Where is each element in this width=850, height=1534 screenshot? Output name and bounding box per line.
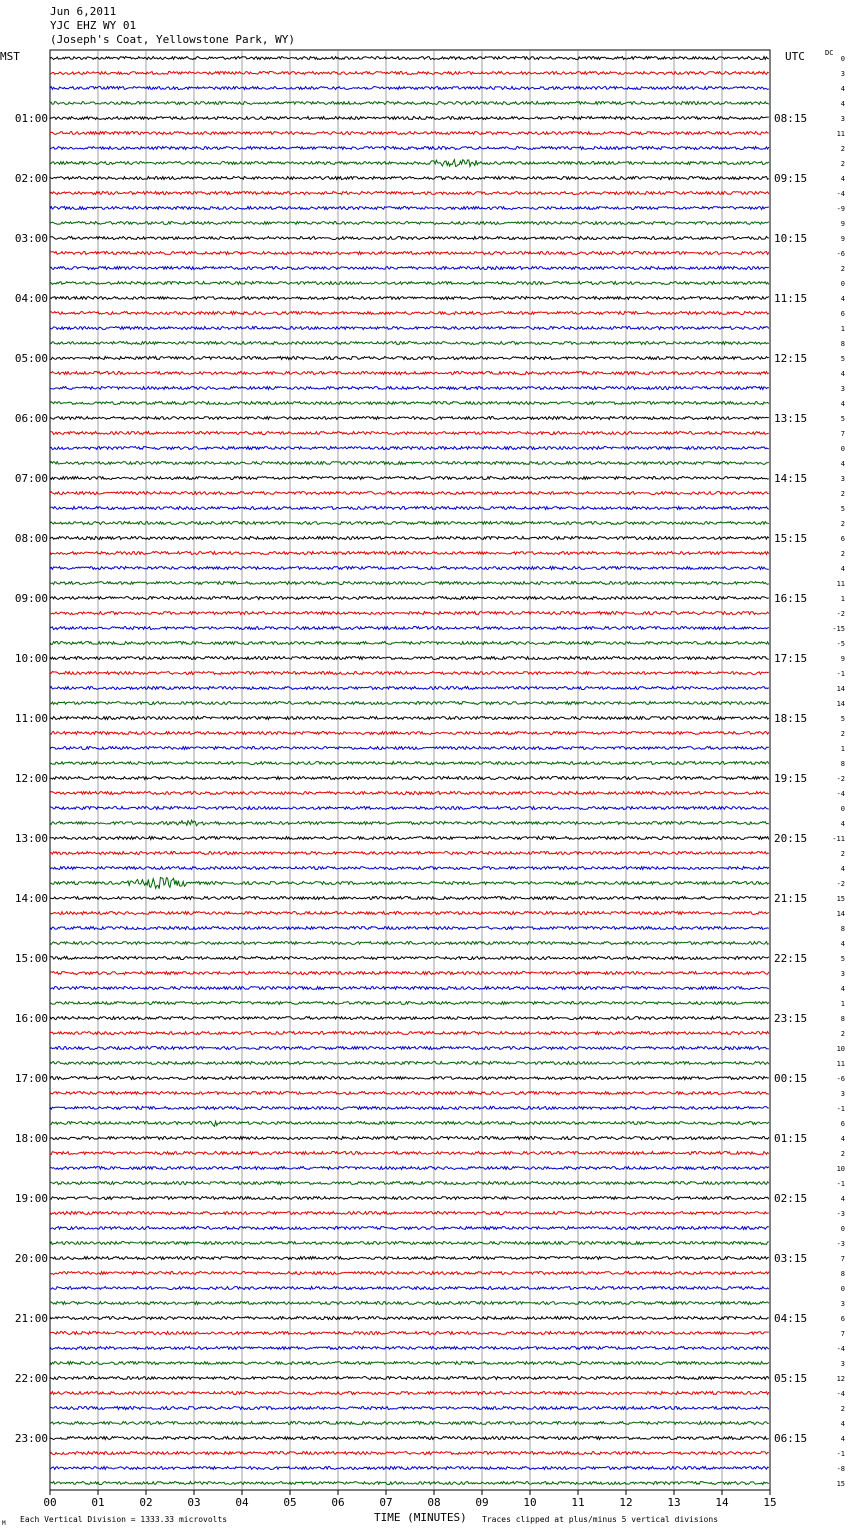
- trace-line: [50, 702, 769, 705]
- trace-line: [50, 1137, 769, 1140]
- dc-offset-label: 3: [840, 970, 845, 978]
- dc-offset-label: 2: [840, 265, 845, 273]
- dc-offset-label: 4: [840, 1135, 845, 1143]
- dc-offset-label: -8: [836, 1465, 845, 1473]
- dc-offset-label: 5: [840, 715, 845, 723]
- trace-line: [50, 912, 769, 915]
- dc-offset-label: 5: [840, 505, 845, 513]
- right-timezone-label: UTC: [785, 50, 805, 63]
- dc-offset-label: 8: [840, 925, 845, 933]
- trace-line: [50, 867, 769, 870]
- left-hour-label: 04:00: [14, 292, 48, 305]
- dc-offset-label: 8: [840, 340, 845, 348]
- right-hour-label: 19:15: [774, 772, 808, 785]
- trace-line: [50, 1272, 769, 1275]
- dc-offset-label: 14: [836, 685, 845, 693]
- left-timezone-label: MST: [0, 50, 20, 63]
- trace-line: [50, 807, 769, 810]
- x-tick-label: 08: [427, 1496, 441, 1509]
- trace-line: [50, 1317, 769, 1320]
- trace-line: [50, 582, 769, 585]
- trace-line: [50, 72, 769, 75]
- trace-line: [50, 57, 769, 60]
- dc-offset-label: 8: [840, 1270, 845, 1278]
- x-tick-label: 07: [379, 1496, 393, 1509]
- dc-offset-label: 4: [840, 1420, 845, 1428]
- dc-offset-label: 15: [836, 1480, 845, 1488]
- right-hour-label: 23:15: [774, 1012, 808, 1025]
- trace-line: [50, 897, 769, 900]
- station-label: YJC EHZ WY 01: [50, 19, 137, 32]
- left-hour-label: 09:00: [14, 592, 48, 605]
- dc-offset-label: -3: [836, 1210, 845, 1218]
- dc-offset-label: 2: [840, 490, 845, 498]
- dc-offset-label: -1: [836, 1180, 845, 1188]
- trace-line: [50, 477, 769, 480]
- trace-line: [50, 372, 769, 375]
- trace-line: [50, 852, 769, 855]
- trace-line: [50, 1107, 769, 1110]
- trace-line: [50, 237, 769, 240]
- dc-offset-label: 5: [840, 355, 845, 363]
- trace-line: [50, 267, 769, 270]
- right-hour-label: 18:15: [774, 712, 808, 725]
- right-hour-label: 16:15: [774, 592, 808, 605]
- trace-line: [50, 567, 769, 570]
- x-axis-title: TIME (MINUTES): [374, 1511, 467, 1524]
- trace-line: [50, 878, 769, 889]
- footer-mark: M: [2, 1520, 6, 1527]
- dc-offset-label: -6: [836, 1075, 845, 1083]
- right-hour-label: 02:15: [774, 1192, 808, 1205]
- trace-line: [50, 942, 769, 945]
- dc-offset-label: 4: [840, 85, 845, 93]
- dc-offset-label: 2: [840, 1150, 845, 1158]
- left-hour-label: 21:00: [14, 1312, 48, 1325]
- dc-offset-label: -1: [836, 1450, 845, 1458]
- dc-offset-label: 4: [840, 370, 845, 378]
- dc-offset-label: 1: [840, 1000, 845, 1008]
- trace-line: [50, 357, 769, 360]
- left-hour-label: 01:00: [14, 112, 48, 125]
- dc-offset-label: 3: [840, 475, 845, 483]
- left-hour-label: 07:00: [14, 472, 48, 485]
- dc-offset-label: -9: [836, 205, 845, 213]
- dc-offset-label: 2: [840, 550, 845, 558]
- dc-offset-label: 2: [840, 145, 845, 153]
- trace-line: [50, 492, 769, 495]
- trace-line: [50, 1452, 769, 1455]
- dc-offset-label: 9: [840, 220, 845, 228]
- trace-line: [50, 672, 769, 675]
- dc-offset-label: 0: [840, 805, 845, 813]
- dc-offset-label: 3: [840, 70, 845, 78]
- dc-offset-label: 2: [840, 520, 845, 528]
- trace-line: [50, 87, 769, 90]
- dc-offset-label: -4: [836, 790, 845, 798]
- trace-line: [50, 160, 769, 167]
- dc-offset-label: -2: [836, 775, 845, 783]
- dc-offset-label: 1: [840, 745, 845, 753]
- trace-line: [50, 792, 769, 795]
- dc-offset-label: 3: [840, 1360, 845, 1368]
- dc-offset-label: 4: [840, 295, 845, 303]
- left-hour-label: 23:00: [14, 1432, 48, 1445]
- dc-offset-label: 11: [836, 130, 845, 138]
- dc-offset-label: 4: [840, 1195, 845, 1203]
- right-hour-label: 14:15: [774, 472, 808, 485]
- dc-offset-label: -2: [836, 610, 845, 618]
- trace-line: [50, 1197, 769, 1200]
- trace-line: [50, 1482, 769, 1485]
- right-hour-label: 00:15: [774, 1072, 808, 1085]
- dc-offset-label: 2: [840, 730, 845, 738]
- trace-line: [50, 972, 769, 975]
- right-hour-label: 05:15: [774, 1372, 808, 1385]
- trace-line: [50, 432, 769, 435]
- dc-offset-label: 4: [840, 175, 845, 183]
- right-hour-label: 06:15: [774, 1432, 808, 1445]
- dc-offset-label: 2: [840, 1030, 845, 1038]
- dc-offset-header: DC: [825, 49, 834, 57]
- trace-line: [50, 507, 769, 510]
- dc-offset-label: 4: [840, 940, 845, 948]
- dc-offset-label: 2: [840, 1405, 845, 1413]
- dc-offset-label: 3: [840, 385, 845, 393]
- trace-line: [50, 1377, 769, 1380]
- dc-offset-label: 3: [840, 1090, 845, 1098]
- trace-line: [50, 1407, 769, 1410]
- trace-line: [50, 1467, 769, 1470]
- dc-offset-label: 4: [840, 460, 845, 468]
- trace-line: [50, 597, 769, 600]
- trace-line: [50, 192, 769, 195]
- x-tick-label: 12: [619, 1496, 633, 1509]
- trace-line: [50, 1332, 769, 1335]
- left-hour-label: 02:00: [14, 172, 48, 185]
- trace-line: [50, 252, 769, 255]
- left-hour-label: 03:00: [14, 232, 48, 245]
- dc-offset-label: 7: [840, 1330, 845, 1338]
- x-tick-label: 14: [715, 1496, 729, 1509]
- trace-line: [50, 777, 769, 780]
- dc-offset-label: -5: [836, 640, 845, 648]
- dc-offset-label: 4: [840, 1435, 845, 1443]
- trace-line: [50, 1152, 769, 1155]
- trace-line: [50, 762, 769, 765]
- trace-line: [50, 642, 769, 645]
- trace-line: [50, 1227, 769, 1230]
- trace-line: [50, 552, 769, 555]
- trace-line: [50, 657, 769, 660]
- left-hour-label: 19:00: [14, 1192, 48, 1205]
- dc-offset-label: 8: [840, 760, 845, 768]
- dc-offset-label: 9: [840, 655, 845, 663]
- trace-line: [50, 102, 769, 105]
- trace-line: [50, 1437, 769, 1440]
- trace-line: [50, 537, 769, 540]
- x-tick-label: 00: [43, 1496, 57, 1509]
- dc-offset-label: 0: [840, 55, 845, 63]
- trace-line: [50, 1182, 769, 1185]
- dc-offset-label: -4: [836, 190, 845, 198]
- dc-offset-label: 6: [840, 1120, 845, 1128]
- trace-line: [50, 1257, 769, 1260]
- trace-line: [50, 1362, 769, 1365]
- trace-line: [50, 1212, 769, 1215]
- date-label: Jun 6,2011: [50, 5, 117, 18]
- left-hour-label: 10:00: [14, 652, 48, 665]
- trace-line: [50, 987, 769, 990]
- dc-offset-label: -1: [836, 670, 845, 678]
- dc-offset-label: 4: [840, 985, 845, 993]
- trace-line: [50, 1077, 769, 1080]
- trace-line: [50, 820, 769, 826]
- dc-offset-label: 1: [840, 595, 845, 603]
- dc-offset-label: 15: [836, 895, 845, 903]
- dc-offset-label: 14: [836, 910, 845, 918]
- left-hour-label: 12:00: [14, 772, 48, 785]
- dc-offset-label: 0: [840, 1225, 845, 1233]
- left-hour-label: 13:00: [14, 832, 48, 845]
- left-hour-label: 14:00: [14, 892, 48, 905]
- right-hour-label: 03:15: [774, 1252, 808, 1265]
- x-tick-label: 04: [235, 1496, 249, 1509]
- trace-line: [50, 1062, 769, 1065]
- trace-line: [50, 387, 769, 390]
- dc-offset-label: 3: [840, 1300, 845, 1308]
- x-tick-label: 11: [571, 1496, 585, 1509]
- x-tick-label: 10: [523, 1496, 537, 1509]
- left-hour-label: 11:00: [14, 712, 48, 725]
- dc-offset-label: 0: [840, 445, 845, 453]
- trace-line: [50, 1002, 769, 1005]
- dc-offset-label: 1: [840, 325, 845, 333]
- dc-offset-label: -2: [836, 880, 845, 888]
- trace-line: [50, 612, 769, 615]
- left-hour-label: 20:00: [14, 1252, 48, 1265]
- dc-offset-label: 10: [836, 1045, 845, 1053]
- trace-line: [50, 717, 769, 720]
- right-hour-label: 04:15: [774, 1312, 808, 1325]
- trace-line: [50, 1302, 769, 1305]
- dc-offset-label: 6: [840, 535, 845, 543]
- dc-offset-label: -4: [836, 1345, 845, 1353]
- left-hour-label: 06:00: [14, 412, 48, 425]
- dc-offset-label: 2: [840, 160, 845, 168]
- clipping-note: Traces clipped at plus/minus 5 vertical divisions: [482, 1515, 719, 1524]
- trace-line: [50, 462, 769, 465]
- dc-offset-label: 4: [840, 820, 845, 828]
- dc-offset-label: -6: [836, 250, 845, 258]
- vertical-division-note: Each Vertical Division = 1333.33 microvolts: [20, 1515, 228, 1524]
- right-hour-label: 11:15: [774, 292, 808, 305]
- left-hour-label: 08:00: [14, 532, 48, 545]
- trace-line: [50, 402, 769, 405]
- trace-line: [50, 522, 769, 525]
- trace-line: [50, 117, 769, 120]
- location-label: (Joseph's Coat, Yellowstone Park, WY): [50, 33, 296, 46]
- trace-line: [50, 312, 769, 315]
- dc-offset-label: 7: [840, 1255, 845, 1263]
- trace-line: [50, 732, 769, 735]
- dc-offset-label: 7: [840, 430, 845, 438]
- dc-offset-label: 6: [840, 310, 845, 318]
- trace-line: [50, 747, 769, 750]
- dc-offset-label: -15: [832, 625, 845, 633]
- right-hour-label: 13:15: [774, 412, 808, 425]
- trace-line: [50, 957, 769, 960]
- left-hour-label: 15:00: [14, 952, 48, 965]
- right-hour-label: 10:15: [774, 232, 808, 245]
- right-hour-label: 20:15: [774, 832, 808, 845]
- dc-offset-label: 4: [840, 565, 845, 573]
- left-hour-label: 17:00: [14, 1072, 48, 1085]
- right-hour-label: 08:15: [774, 112, 808, 125]
- trace-line: [50, 342, 769, 345]
- dc-offset-label: 14: [836, 700, 845, 708]
- trace-line: [50, 927, 769, 930]
- trace-line: [50, 837, 769, 840]
- x-tick-label: 06: [331, 1496, 345, 1509]
- right-hour-label: 22:15: [774, 952, 808, 965]
- dc-offset-label: 12: [836, 1375, 845, 1383]
- right-hour-label: 17:15: [774, 652, 808, 665]
- trace-line: [50, 222, 769, 225]
- x-tick-label: 13: [667, 1496, 681, 1509]
- trace-line: [50, 1121, 769, 1126]
- dc-offset-label: 4: [840, 100, 845, 108]
- trace-line: [50, 327, 769, 330]
- dc-offset-label: 0: [840, 1285, 845, 1293]
- dc-offset-label: 5: [840, 955, 845, 963]
- trace-line: [50, 177, 769, 180]
- dc-offset-label: 8: [840, 1015, 845, 1023]
- x-tick-label: 15: [763, 1496, 777, 1509]
- dc-offset-label: 2: [840, 850, 845, 858]
- trace-line: [50, 1092, 769, 1095]
- dc-offset-label: 9: [840, 235, 845, 243]
- dc-offset-label: 11: [836, 1060, 845, 1068]
- right-hour-label: 21:15: [774, 892, 808, 905]
- dc-offset-label: -11: [832, 835, 845, 843]
- left-hour-label: 22:00: [14, 1372, 48, 1385]
- dc-offset-label: 5: [840, 415, 845, 423]
- trace-line: [50, 1422, 769, 1425]
- trace-line: [50, 1167, 769, 1170]
- right-hour-label: 15:15: [774, 532, 808, 545]
- left-hour-label: 05:00: [14, 352, 48, 365]
- dc-offset-label: 10: [836, 1165, 845, 1173]
- right-hour-label: 09:15: [774, 172, 808, 185]
- dc-offset-label: 4: [840, 865, 845, 873]
- trace-line: [50, 207, 769, 210]
- trace-line: [50, 297, 769, 300]
- x-tick-label: 02: [139, 1496, 153, 1509]
- trace-line: [50, 447, 769, 450]
- dc-offset-label: 6: [840, 1315, 845, 1323]
- trace-line: [50, 1017, 769, 1020]
- dc-offset-label: 3: [840, 115, 845, 123]
- trace-line: [50, 132, 769, 135]
- right-hour-label: 12:15: [774, 352, 808, 365]
- dc-offset-label: -3: [836, 1240, 845, 1248]
- trace-line: [50, 1032, 769, 1035]
- trace-line: [50, 282, 769, 285]
- x-tick-label: 09: [475, 1496, 489, 1509]
- x-tick-label: 05: [283, 1496, 297, 1509]
- trace-line: [50, 687, 769, 690]
- trace-line: [50, 147, 769, 150]
- x-tick-label: 01: [91, 1496, 105, 1509]
- dc-offset-label: -4: [836, 1390, 845, 1398]
- trace-line: [50, 417, 769, 420]
- trace-line: [50, 627, 769, 630]
- trace-line: [50, 1242, 769, 1245]
- trace-line: [50, 1347, 769, 1350]
- dc-offset-label: 0: [840, 280, 845, 288]
- trace-line: [50, 1287, 769, 1290]
- left-hour-label: 18:00: [14, 1132, 48, 1145]
- right-hour-label: 01:15: [774, 1132, 808, 1145]
- dc-offset-label: 4: [840, 400, 845, 408]
- trace-line: [50, 1047, 769, 1050]
- dc-offset-label: -1: [836, 1105, 845, 1113]
- x-tick-label: 03: [187, 1496, 201, 1509]
- dc-offset-label: 11: [836, 580, 845, 588]
- trace-line: [50, 1392, 769, 1395]
- left-hour-label: 16:00: [14, 1012, 48, 1025]
